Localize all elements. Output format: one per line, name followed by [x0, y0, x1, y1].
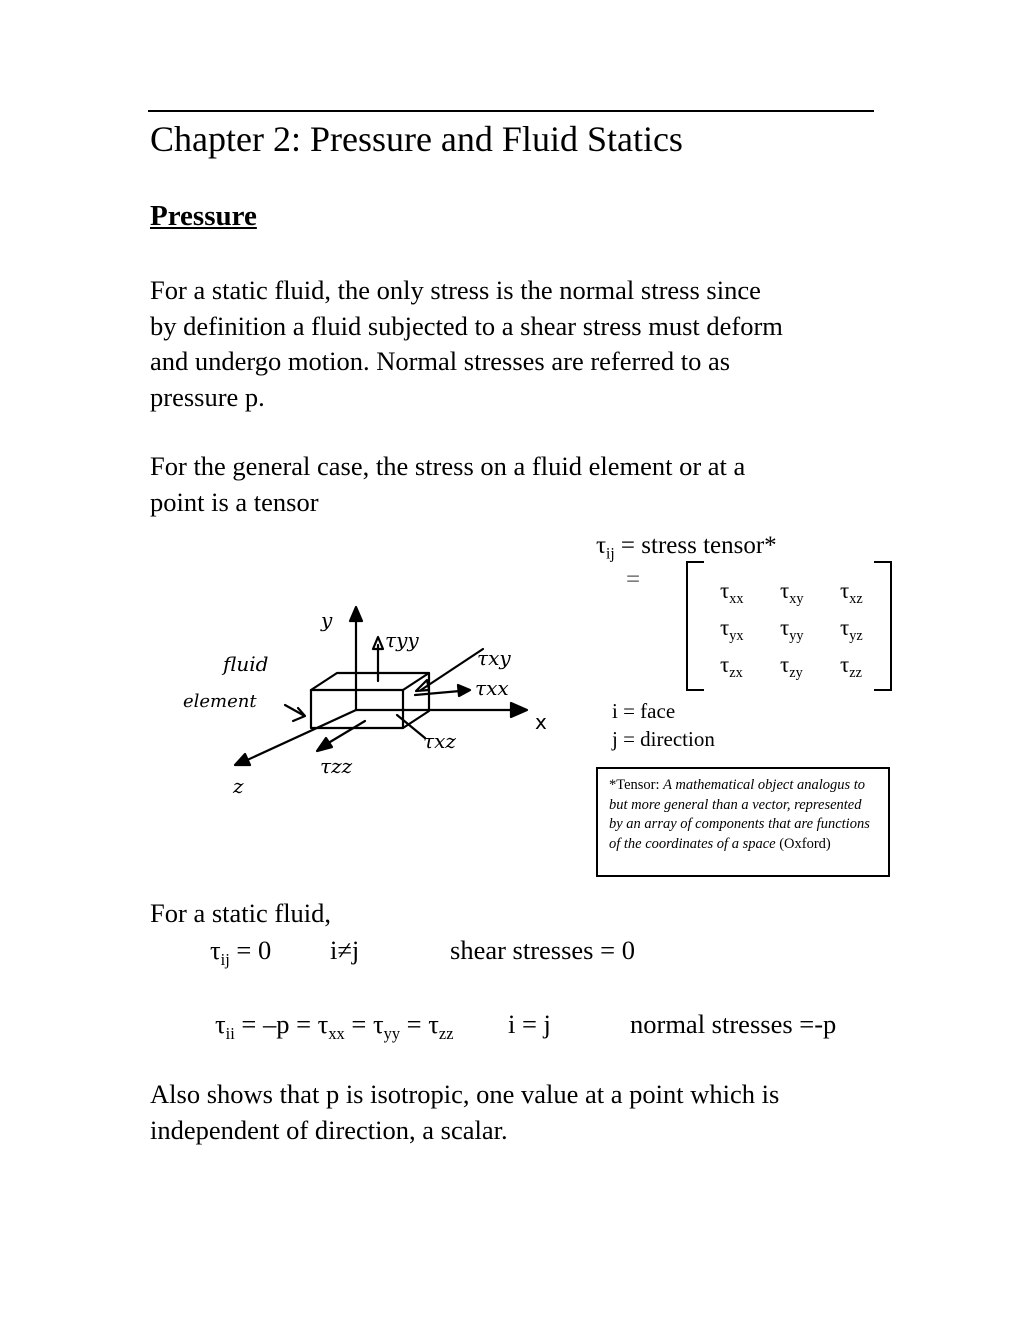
- matrix-cell: $\tau_{yy}$: [780, 615, 804, 644]
- intro-line: by definition a fluid subjected to a shear stress must deform: [150, 310, 783, 341]
- sketch-label-fluid: fluid: [223, 652, 269, 676]
- txy-leader: [421, 649, 483, 690]
- header-rule: [148, 110, 874, 112]
- definition-lead: *Tensor:: [609, 777, 664, 793]
- sketch-label-x: x: [535, 710, 547, 734]
- matrix-cell: $\tau_{xx}$: [720, 578, 744, 607]
- sketch-label-txz: τxz: [423, 729, 456, 753]
- definition-source: (Oxford): [775, 835, 831, 852]
- intro-line: For a static fluid, the only stress is the normal stress since: [150, 275, 761, 305]
- sketch-label-tzz: τzz: [320, 754, 353, 778]
- general-case-paragraph: [150, 449, 890, 520]
- static-fluid-label: For a static fluid,: [150, 898, 332, 928]
- sketch-label-tyy: τyy: [385, 628, 419, 652]
- txz-leader: [397, 715, 425, 738]
- shear-equation: $\tau_{ij} = 0$: [210, 935, 272, 969]
- chapter-title: Chapter 2: Pressure and Fluid Statics: [150, 119, 683, 159]
- general-line: point is a tensor: [150, 486, 319, 517]
- sketch-label-z: z: [233, 774, 244, 798]
- matrix-cell: $\tau_{yz}$: [840, 615, 863, 644]
- x-axis-arrow: [511, 703, 527, 717]
- matrix-cell: $\tau_{zz}$: [840, 652, 862, 681]
- sketch-label-element: element: [183, 691, 257, 712]
- tensor-label-text: = stress tensor*: [614, 532, 777, 559]
- conclusion-line: independent of direction, a scalar.: [150, 1114, 508, 1145]
- tzz-arrow-head: [317, 738, 332, 751]
- matrix-cell: $\tau_{xz}$: [840, 578, 863, 607]
- tzz-arrow-line: [325, 721, 365, 745]
- normal-equation: $\tau_{ii} = -p = \tau_{xx} = \tau_{yy} = \tau_{zz}$: [215, 1009, 454, 1043]
- matrix-bracket-left: [686, 561, 704, 691]
- shear-description: shear stresses = 0: [450, 935, 635, 965]
- general-line: For the general case, the stress on a fluid element or at a: [150, 451, 746, 481]
- matrix-cell: $\tau_{zy}$: [780, 652, 803, 681]
- tau-symbol: τ: [596, 532, 607, 559]
- conclusion-line: Also shows that p is isotropic, one value at a point which is: [150, 1079, 780, 1109]
- element-box-top: [311, 673, 429, 690]
- tensor-sub: ij: [606, 545, 615, 563]
- normal-description: normal stresses =-p: [630, 1009, 837, 1039]
- matrix-cell: $\tau_{zx}$: [720, 652, 743, 681]
- shear-condition: i≠j: [330, 935, 360, 965]
- j-definition: j = direction: [612, 727, 715, 751]
- z-axis-arrow: [235, 754, 250, 765]
- intro-line: and undergo motion. Normal stresses are referred to as: [150, 346, 731, 376]
- sketch-label-y: y: [321, 608, 333, 632]
- matrix-cell: $\tau_{xy}$: [780, 578, 804, 607]
- i-definition: i = face: [612, 699, 676, 723]
- y-axis-arrow: [350, 607, 362, 621]
- intro-paragraph: [150, 273, 890, 415]
- tensor-equals: =: [626, 566, 641, 593]
- sketch-label-txx: τxx: [475, 676, 509, 700]
- intro-line: pressure p.: [150, 381, 265, 412]
- tensor-definition-box: [596, 767, 890, 877]
- matrix-bracket-right: [874, 561, 892, 691]
- tensor-label: [596, 532, 777, 563]
- fluid-element-sketch: [175, 595, 565, 810]
- section-heading: Pressure: [150, 200, 257, 232]
- definition-body: A mathematical object analogus to but more general than a vector, represented by an array of components that are functions of the coordinates of a space: [609, 777, 870, 852]
- sketch-label-txy: τxy: [477, 646, 511, 670]
- conclusion-paragraph: [150, 1077, 890, 1148]
- txx-arrow-head: [458, 685, 470, 696]
- normal-condition: i = j: [508, 1009, 551, 1039]
- matrix-cell: $\tau_{yx}$: [720, 615, 744, 644]
